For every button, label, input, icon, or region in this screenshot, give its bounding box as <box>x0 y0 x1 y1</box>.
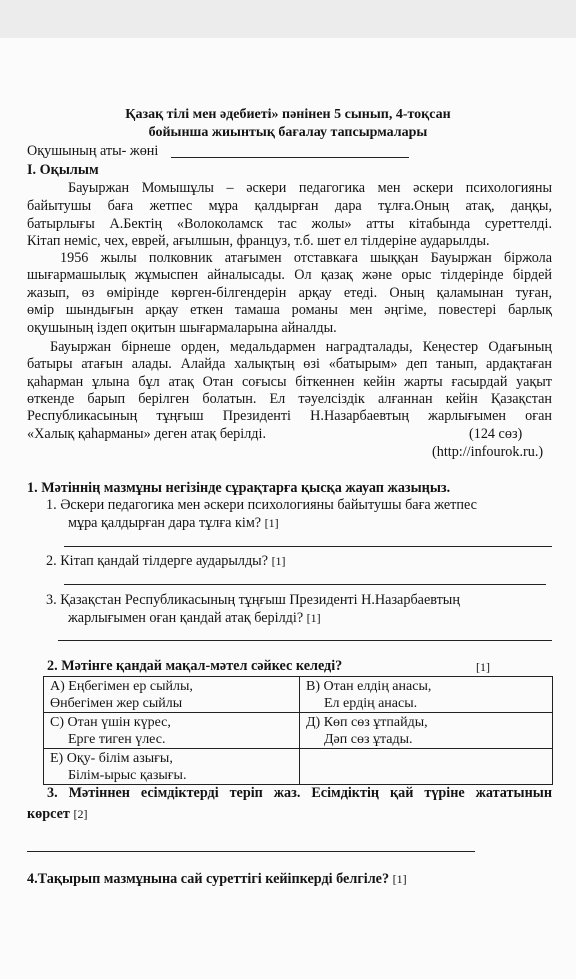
option-d-line1: Д) Көп сөз ұтпайды, <box>306 715 428 730</box>
option-c-line1: С) Отан үшін күрес, <box>50 715 171 730</box>
task1-q3-mark: [1] <box>306 611 321 625</box>
title-line-2: бойынша жиынтық бағалау тапсырмалары <box>148 125 428 140</box>
source-link: (http://infourok.ru.) <box>432 444 544 460</box>
para1-line2: байытушы баға жетпес мұра қалдырған дара тұлға.Оның атақ, даңқы, <box>27 198 552 214</box>
task1-q2-answer-line[interactable] <box>64 584 546 585</box>
option-e[interactable] <box>44 749 300 785</box>
para3-line5: Республикасының тұңғыш Президенті Н.Назарбаевтың жарлығымен оған <box>27 408 552 424</box>
option-c[interactable] <box>44 713 300 749</box>
para2-line3: жазып, өз өмірінде көрген-білгендерін арқау етеді. Оның қаламынан туған, <box>27 285 552 301</box>
option-d-line2: Дәп сөз ұтады. <box>324 732 413 747</box>
task2-heading: 2. Мәтінге қандай мақал-мәтел сәйкес келеді? <box>47 658 343 674</box>
student-name-line <box>171 157 409 158</box>
para3-line4: өткенде барып берілген болатын. Ел тәуелсіздік алғаннан кейін Қазақстан <box>27 391 552 407</box>
section-heading-reading: I. Оқылым <box>27 162 99 178</box>
option-a[interactable] <box>44 677 300 713</box>
task1-q3-line2: жарлығымен оған қандай атақ берілді? [1] <box>68 610 321 626</box>
task3-mark: [2] <box>73 807 88 821</box>
task1-q3-answer-line[interactable] <box>58 640 552 641</box>
option-b[interactable] <box>300 677 553 713</box>
task2-mark: [1] <box>476 660 490 674</box>
para3-line6: «Халық қаһарманы» деген атақ берілді. <box>27 426 266 442</box>
task1-heading: 1. Мәтіннің мазмұны негізінде сұрақтарға қысқа жауап жазыңыз. <box>27 480 451 496</box>
option-empty <box>300 749 553 785</box>
task1-q1-line2: мұра қалдырған дара тұлға кім? [1] <box>68 515 279 531</box>
para2-line4: өмір шындығын арқау еткен тамаша романы мен әңгіме, повестері барлық <box>27 302 552 318</box>
task4-mark: [1] <box>392 872 407 886</box>
option-a-line1: А) Еңбегімен ер сыйлы, <box>50 679 193 694</box>
option-e-line1: Е) Оқу- білім азығы, <box>50 751 173 766</box>
task1-q2-mark: [1] <box>271 554 286 568</box>
para1-line4: Кітап неміс, чех, еврей, ағылшын, француз, т.б. шет ел тілдеріне аударылды. <box>27 233 490 249</box>
para1-line3: батырлығы А.Бектің «Волоколамск тас жолы» атты кітабында суреттелді. <box>27 216 552 232</box>
para3-line1: Бауыржан бірнеше орден, медальдармен наградталады, Кеңестер Одағының <box>50 339 552 355</box>
task1-q3-line1: 3. Қазақстан Республикасының тұңғыш Президенті Н.Назарбаевтың <box>46 592 460 608</box>
para2-line2: шығармашылық жұмыспен айналысады. Ол қазақ және орыс тілдерінде бірдей <box>27 267 552 283</box>
task1-q1-mark: [1] <box>264 516 279 530</box>
option-d[interactable] <box>300 713 553 749</box>
task4-heading: 4.Тақырып мазмұнына сай суреттігі кейіпкерді белгіле? [1] <box>27 871 407 887</box>
task1-q1-answer-line[interactable] <box>64 546 552 547</box>
para3-line3: қаһарман ұлына бұл атақ Отан соғысы біткеннен кейін жарты ғасырдай уақыт <box>27 374 552 390</box>
title-line-1: Қазақ тілі мен әдебиеті» пәнінен 5 сынып, 4-тоқсан <box>125 107 451 122</box>
option-b-line1: В) Отан елдің анасы, <box>306 679 432 694</box>
para1-line1: Бауыржан Момышұлы – әскери педагогика мен әскери психологияны <box>68 180 552 196</box>
option-a-line2: Өнбегімен жер сыйлы <box>50 696 183 711</box>
task3-line1: 3. Мәтіннен есімдіктерді теріп жаз. Есімдіктің қай түріне жататынын <box>47 785 552 801</box>
para2-line1: 1956 жылы полковник атағымен отставкаға шыққан Бауыржан біржола <box>60 250 552 266</box>
proverb-options-table <box>43 676 553 785</box>
para2-line5: оқушының іздеп оқитын шығармаларына айналды. <box>27 320 337 336</box>
option-e-line2: Білім-ырыс қазығы. <box>68 768 187 783</box>
para3-line2: батыры атағын алады. Алайда халықтың өзі «батырым» деп танып, ардақтаған <box>27 356 552 372</box>
task1-q1-line1: 1. Әскери педагогика мен әскери психологияны байытушы баға жетпес <box>46 497 477 513</box>
option-b-line2: Ел ердің анасы. <box>324 696 418 711</box>
task3-line2: көрсет [2] <box>27 806 88 822</box>
option-c-line2: Ерге тиген үлес. <box>68 732 166 747</box>
task1-q2: 2. Кітап қандай тілдерге аударылды? [1] <box>46 553 286 569</box>
student-name-label: Оқушының аты- жөні <box>27 143 159 159</box>
word-count: (124 сөз) <box>469 426 523 442</box>
task3-answer-line[interactable] <box>27 851 475 852</box>
